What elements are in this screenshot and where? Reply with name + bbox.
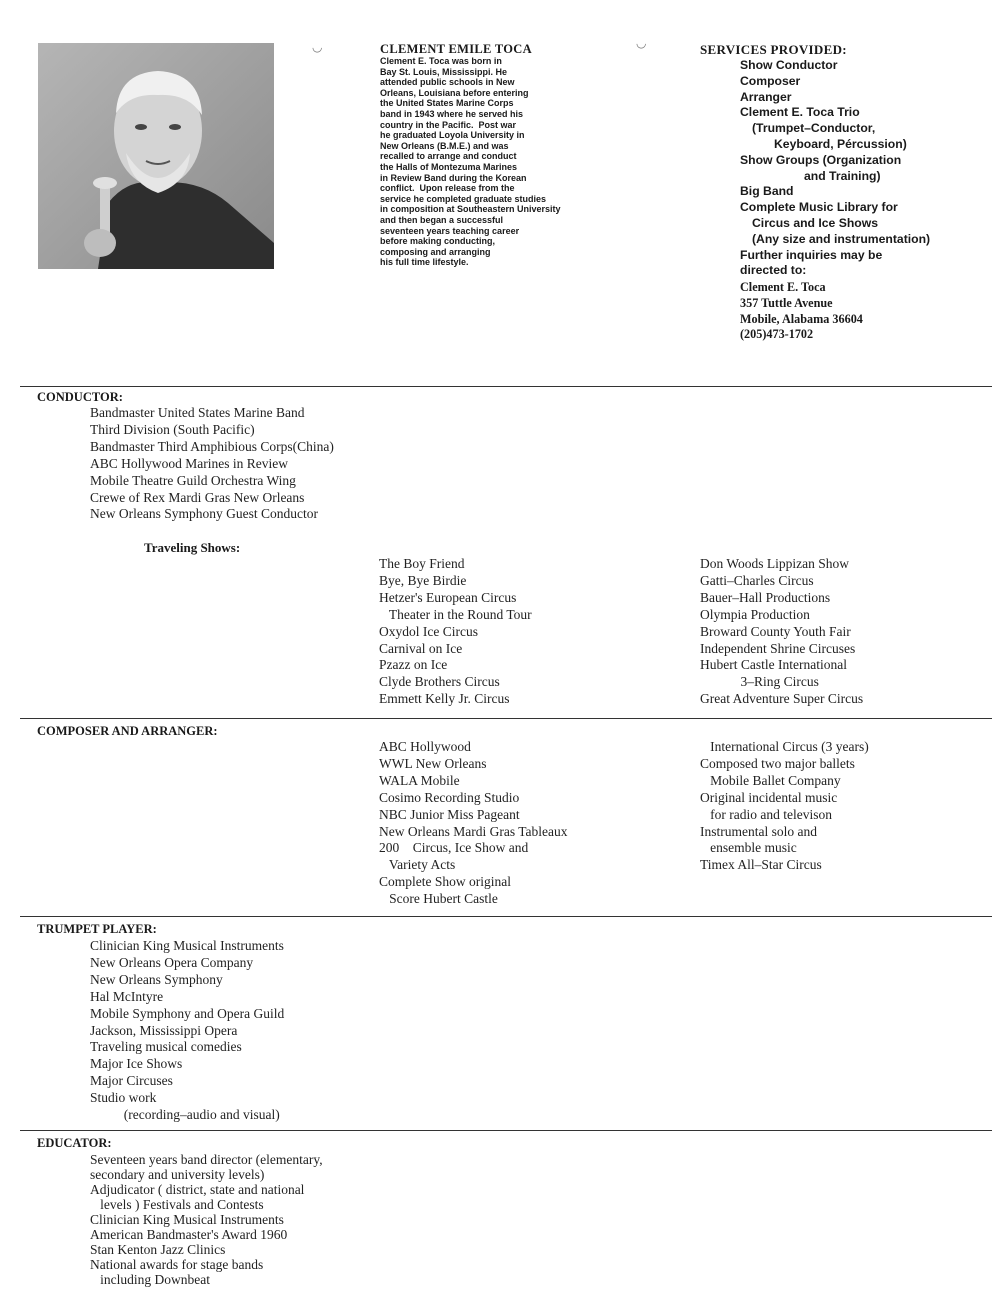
trumpet-item: Jackson, Mississippi Opera xyxy=(90,1022,238,1038)
divider xyxy=(20,1130,992,1131)
composer-item: Mobile Ballet Company xyxy=(700,772,841,788)
traveling-show: Hetzer's European Circus xyxy=(379,589,517,605)
composer-item: NBC Junior Miss Pageant xyxy=(379,806,520,822)
educator-item: National awards for stage bands xyxy=(90,1257,264,1272)
conductor-item: New Orleans Symphony Guest Conductor xyxy=(90,506,318,522)
traveling-show: Bye, Bye Birdie xyxy=(379,572,467,588)
trumpet-item: Major Circuses xyxy=(90,1073,173,1089)
service-item: Keyboard, Pércussion) xyxy=(774,136,907,151)
trumpet-item: Traveling musical comedies xyxy=(90,1039,242,1055)
conductor-item: Mobile Theatre Guild Orchestra Wing xyxy=(90,472,296,488)
educator-item: Seventeen years band director (elementary, xyxy=(90,1152,323,1167)
bio-text xyxy=(380,56,600,268)
traveling-show: Pzazz on Ice xyxy=(379,657,448,673)
address-line: 357 Tuttle Avenue xyxy=(740,295,833,310)
service-item: Arranger xyxy=(740,89,792,104)
bio-line: the United States Marine Corps xyxy=(380,98,514,109)
bio-line: his full time lifestyle. xyxy=(380,257,469,268)
bio-name: CLEMENT EMILE TOCA xyxy=(380,42,532,56)
composer-item: WWL New Orleans xyxy=(379,755,487,771)
bio-line: he graduated Loyola University in xyxy=(380,130,525,141)
traveling-show: Olympia Production xyxy=(700,606,810,622)
scan-mark: ◡ xyxy=(636,36,647,50)
divider xyxy=(20,386,992,387)
conductor-heading: CONDUCTOR: xyxy=(37,390,123,404)
composer-item: for radio and televison xyxy=(700,806,832,822)
service-item: Circus and Ice Shows xyxy=(752,215,878,230)
conductor-list xyxy=(90,405,334,523)
educator-heading: EDUCATOR: xyxy=(37,1136,112,1150)
conductor-item: Bandmaster United States Marine Band xyxy=(90,405,305,420)
services-title: SERVICES PROVIDED: xyxy=(700,42,847,57)
educator-item: Stan Kenton Jazz Clinics xyxy=(90,1242,226,1257)
educator-item: Clinician King Musical Instruments xyxy=(90,1212,284,1227)
bio-line: recalled to arrange and conduct xyxy=(380,151,517,162)
traveling-show: Hubert Castle International xyxy=(700,657,847,673)
bio-line: composing and arranging xyxy=(380,246,491,257)
traveling-show: Theater in the Round Tour xyxy=(379,606,532,622)
bio-line: Orleans, Louisiana before entering xyxy=(380,87,529,98)
conductor-item: ABC Hollywood Marines in Review xyxy=(90,455,288,471)
traveling-column-2 xyxy=(700,556,863,708)
trumpet-item: New Orleans Symphony xyxy=(90,971,223,987)
conductor-item: Third Division (South Pacific) xyxy=(90,421,255,437)
educator-item: Adjudicator ( district, state and national xyxy=(90,1182,305,1197)
traveling-show: The Boy Friend xyxy=(379,556,465,571)
educator-item: American Bandmaster's Award 1960 xyxy=(90,1227,288,1242)
composer-column-1 xyxy=(379,739,568,908)
services-address xyxy=(740,280,863,343)
service-item: Big Band xyxy=(740,184,794,199)
conductor-item: Crewe of Rex Mardi Gras New Orleans xyxy=(90,489,305,505)
composer-column-2 xyxy=(700,739,869,874)
bio-line: band in 1943 where he served his xyxy=(380,108,524,119)
bio-line: attended public schools in New xyxy=(380,77,515,88)
composer-item: ABC Hollywood xyxy=(379,739,471,754)
bio-line: in composition at Southeastern University xyxy=(380,204,561,215)
composer-item: ensemble music xyxy=(700,840,797,856)
traveling-show: Gatti–Charles Circus xyxy=(700,572,814,588)
services-list xyxy=(700,58,930,279)
traveling-show: Independent Shrine Circuses xyxy=(700,640,856,656)
composer-item: 200 Circus, Ice Show and xyxy=(379,840,529,856)
bio-line: Bay St. Louis, Mississippi. He xyxy=(380,66,508,77)
conductor-item: Bandmaster Third Amphibious Corps(China) xyxy=(90,438,334,454)
composer-item: International Circus (3 years) xyxy=(700,739,869,754)
traveling-show: Emmett Kelly Jr. Circus xyxy=(379,691,510,707)
trumpet-item: Studio work xyxy=(90,1090,157,1106)
trumpet-item: (recording–audio and visual) xyxy=(90,1107,280,1123)
bio-line: conflict. Upon release from the xyxy=(380,183,515,194)
composer-item: Original incidental music xyxy=(700,789,838,805)
portrait-photo xyxy=(38,43,274,269)
composer-item: Variety Acts xyxy=(379,857,456,873)
service-item: Show Conductor xyxy=(740,58,838,72)
service-item: Clement E. Toca Trio xyxy=(740,105,860,120)
trumpet-list xyxy=(90,938,284,1124)
service-item: (Any size and instrumentation) xyxy=(752,231,931,246)
scan-mark: ◡ xyxy=(312,40,323,54)
trumpet-item: Clinician King Musical Instruments xyxy=(90,938,284,953)
educator-list xyxy=(90,1152,323,1287)
traveling-show: Bauer–Hall Productions xyxy=(700,589,831,605)
service-item: Further inquiries may be xyxy=(740,247,883,262)
traveling-show: 3–Ring Circus xyxy=(700,674,819,690)
composer-item: Composed two major ballets xyxy=(700,755,855,771)
divider xyxy=(20,916,992,917)
address-line: (205)473-1702 xyxy=(740,327,814,342)
trumpet-item: Major Ice Shows xyxy=(90,1056,183,1072)
composer-item: Complete Show original xyxy=(379,874,511,890)
bio-line: country in the Pacific. Post war xyxy=(380,119,517,130)
service-item: Show Groups (Organization xyxy=(740,152,902,167)
traveling-heading: Traveling Shows: xyxy=(144,540,241,555)
traveling-show: Carnival on Ice xyxy=(379,640,463,656)
traveling-show: Clyde Brothers Circus xyxy=(379,674,500,690)
composer-item: New Orleans Mardi Gras Tableaux xyxy=(379,823,568,839)
educator-item: secondary and university levels) xyxy=(90,1167,265,1182)
composer-item: WALA Mobile xyxy=(379,772,460,788)
bio-line: seventeen years teaching career xyxy=(380,225,520,236)
address-line: Mobile, Alabama 36604 xyxy=(740,311,863,326)
traveling-show: Oxydol Ice Circus xyxy=(379,623,478,639)
bio-line: and then began a successful xyxy=(380,214,504,225)
portrait-illustration xyxy=(38,43,274,269)
traveling-show: Don Woods Lippizan Show xyxy=(700,556,850,571)
service-item: directed to: xyxy=(740,263,807,278)
bio-line: service he completed graduate studies xyxy=(380,193,547,204)
educator-item: levels ) Festivals and Contests xyxy=(90,1197,264,1212)
service-item: and Training) xyxy=(804,168,881,183)
bio-line: before making conducting, xyxy=(380,236,496,247)
composer-heading: COMPOSER AND ARRANGER: xyxy=(37,724,218,738)
composer-item: Timex All–Star Circus xyxy=(700,857,822,873)
service-item: Composer xyxy=(740,73,801,88)
composer-item: Cosimo Recording Studio xyxy=(379,789,520,805)
divider xyxy=(20,718,992,719)
service-item: Complete Music Library for xyxy=(740,200,898,215)
traveling-show: Great Adventure Super Circus xyxy=(700,691,864,707)
service-item: (Trumpet–Conductor, xyxy=(752,121,876,136)
composer-item: Instrumental solo and xyxy=(700,823,817,839)
traveling-column-1 xyxy=(379,556,532,708)
bio-line: in Review Band during the Korean xyxy=(380,172,527,183)
trumpet-item: Hal McIntyre xyxy=(90,988,164,1004)
trumpet-heading: TRUMPET PLAYER: xyxy=(37,922,157,936)
trumpet-item: New Orleans Opera Company xyxy=(90,954,254,970)
traveling-show: Broward County Youth Fair xyxy=(700,623,851,639)
composer-item: Score Hubert Castle xyxy=(379,891,498,907)
educator-item: including Downbeat xyxy=(90,1272,210,1287)
bio-line: New Orleans (B.M.E.) and was xyxy=(380,140,509,151)
bio-line: Clement E. Toca was born in xyxy=(380,56,502,66)
trumpet-item: Mobile Symphony and Opera Guild xyxy=(90,1005,285,1021)
bio-line: the Halls of Montezuma Marines xyxy=(380,161,518,172)
address-line: Clement E. Toca xyxy=(740,280,826,294)
